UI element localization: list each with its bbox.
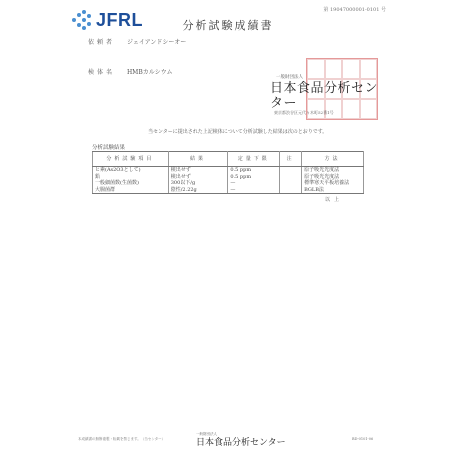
cell-result: 検出せず [168,174,228,181]
cell-note [280,167,302,174]
sample-value: HMBカルシウム [126,69,173,76]
cell-note [280,187,302,194]
cell-item: ヒ素(As2O3として) [93,167,169,174]
footer-institution-name: 日本食品分析センター [196,437,286,447]
cell-limit: 0.5 ppm [228,167,280,174]
end-mark: 以上 [325,197,344,203]
cell-result: 陰性/2.22g [168,187,228,194]
institution-type: 一般財団法人 [276,75,303,80]
header-item: 分析試験項目 [93,152,169,167]
footer-footnote: 本成績書の無断複製・転載を禁じます。（当センター） [78,437,166,441]
client-row [88,37,186,46]
sample-row [88,67,173,76]
table-header-row [93,152,364,167]
cell-limit: — [228,187,280,194]
cell-item: 一般細菌数(生菌数) [93,180,169,187]
header-method: 方法 [302,152,364,167]
header-note: 注 [280,152,302,167]
cell-limit: 0.5 ppm [228,174,280,181]
institution-block [270,74,382,116]
intro-note: 当センターに提出された上記検体について分析試験した結果は次のとおりです。 [148,129,328,135]
client-value: ジェイアンドシーオー [126,39,187,46]
footer-institution-type: 一般財団法人 [196,432,217,436]
cell-method: 標準寒天平板培養法 [302,180,364,187]
cell-item: 大腸菌群 [93,187,169,194]
results-table [92,151,364,194]
cell-result: 300以下/g [168,180,228,187]
sample-label: 検体名 [88,69,116,76]
cell-method: 原子吸光光度法 [302,167,364,174]
cell-method: 原子吸光光度法 [302,174,364,181]
table-row [93,167,364,174]
header-limit: 定量下限 [228,152,280,167]
cell-result: 検出せず [168,167,228,174]
institution-address: 東京都渋谷区元代々木町52番1号 [274,110,334,115]
document-number: 第 19047000001-0101 号 [323,7,386,13]
cell-item: 鉛 [93,174,169,181]
header-result: 結果 [168,152,228,167]
cell-method: BGLB法 [302,187,364,194]
form-number: BD-0101-06 [352,437,374,441]
table-row [93,187,364,194]
cell-limit: — [228,180,280,187]
results-section-title: 分析試験結果 [92,145,126,151]
institution-name: 日本食品分析センター [270,80,379,110]
logo-text: JFRL [96,9,143,30]
footer-institution [196,432,286,447]
client-label: 依頼者 [88,39,116,46]
page-title: 分析試験成績書 [182,19,274,32]
